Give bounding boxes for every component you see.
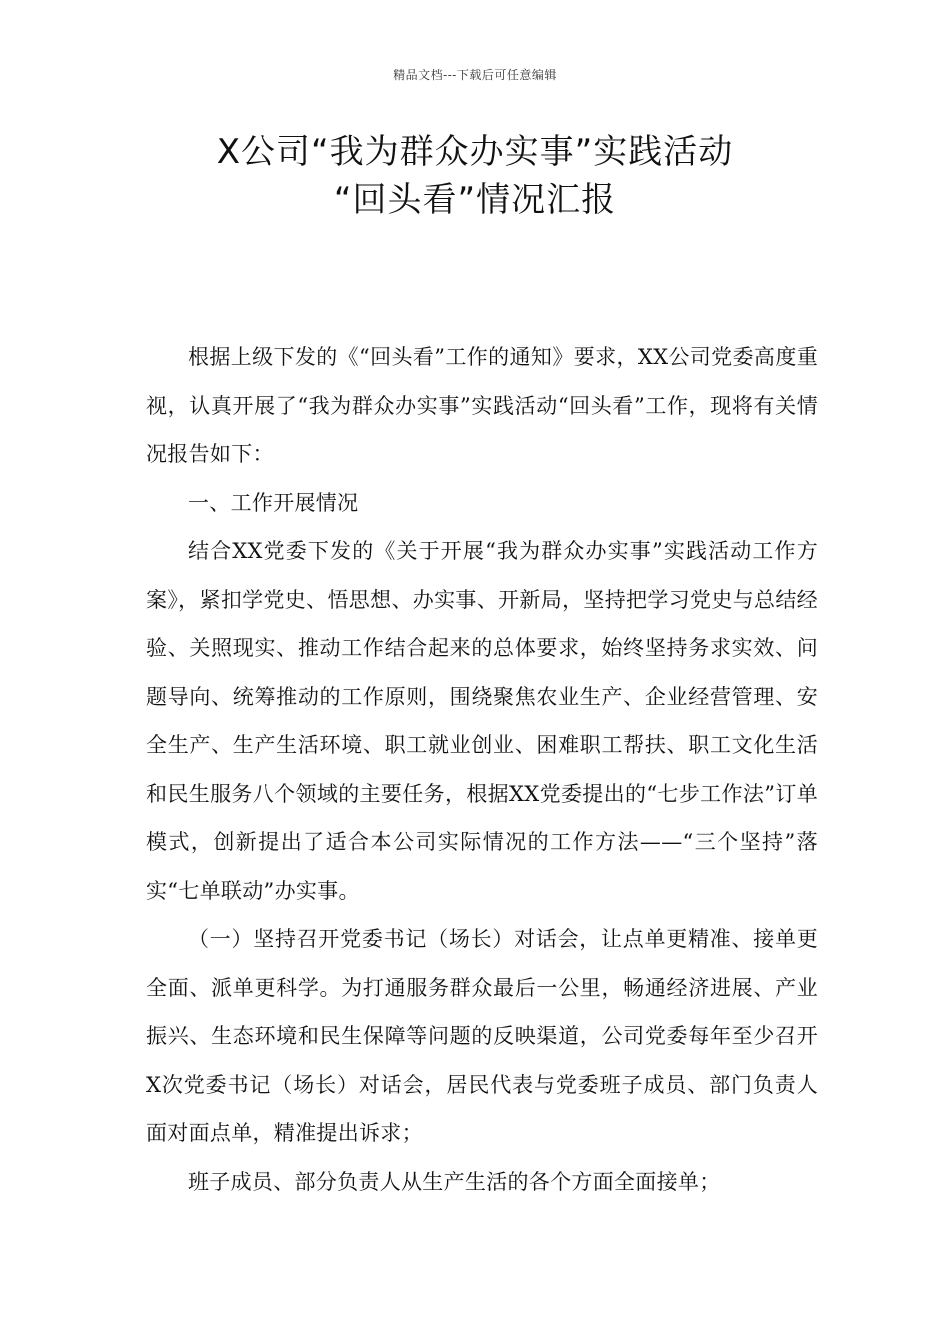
document-title: [0, 128, 950, 224]
title-line-1: X公司“我为群众办实事”实践活动: [216, 132, 734, 172]
paragraph-dialogue-meeting: （一）坚持召开党委书记（场长）对话会，让点单更精准、接单更全面、派单更科学。为打通服务群众最后一公里，畅通经济进展、产业振兴、生态环境和民生保障等问题的反映渠道，公司党委每年至少召开X次党委书记（场长）对话会，居民代表与党委班子成员、部门负责人面对面点单，精准提出诉求；: [146, 927, 818, 1145]
paragraph-take-orders: 班子成员、部分负责人从生产生活的各个方面全面接单；: [188, 1169, 721, 1194]
paragraph-work-overview: 结合XX党委下发的《关于开展“我为群众办实事”实践活动工作方案》，紧扣学党史、悟思想、办实事、开新局，坚持把学习党史与总结经验、关照现实、推动工作结合起来的总体要求，始终坚持务求实效、问题导向、统筹推动的工作原则，围绕聚焦农业生产、企业经营管理、安全生产、生产生活环境、职工就业创业、困难职工帮扶、职工文化生活和民生服务八个领域的主要任务，根据XX党委提出的“七步工作法”订单模式，创新提出了适合本公司实际情况的工作方法——“三个坚持”落实“七单联动”办实事。: [146, 539, 818, 903]
header-note: 精品文档---下载后可任意编辑: [393, 68, 557, 82]
section-heading: 一、工作开展情况: [188, 490, 359, 515]
document-body: [146, 333, 818, 1206]
paragraph-intro: 根据上级下发的《“回头看”工作的通知》要求，XX公司党委高度重视，认真开展了“我为群众办实事”实践活动“回头看”工作，现将有关情况报告如下：: [146, 345, 818, 466]
title-line-2: “回头看”情况汇报: [333, 180, 617, 220]
